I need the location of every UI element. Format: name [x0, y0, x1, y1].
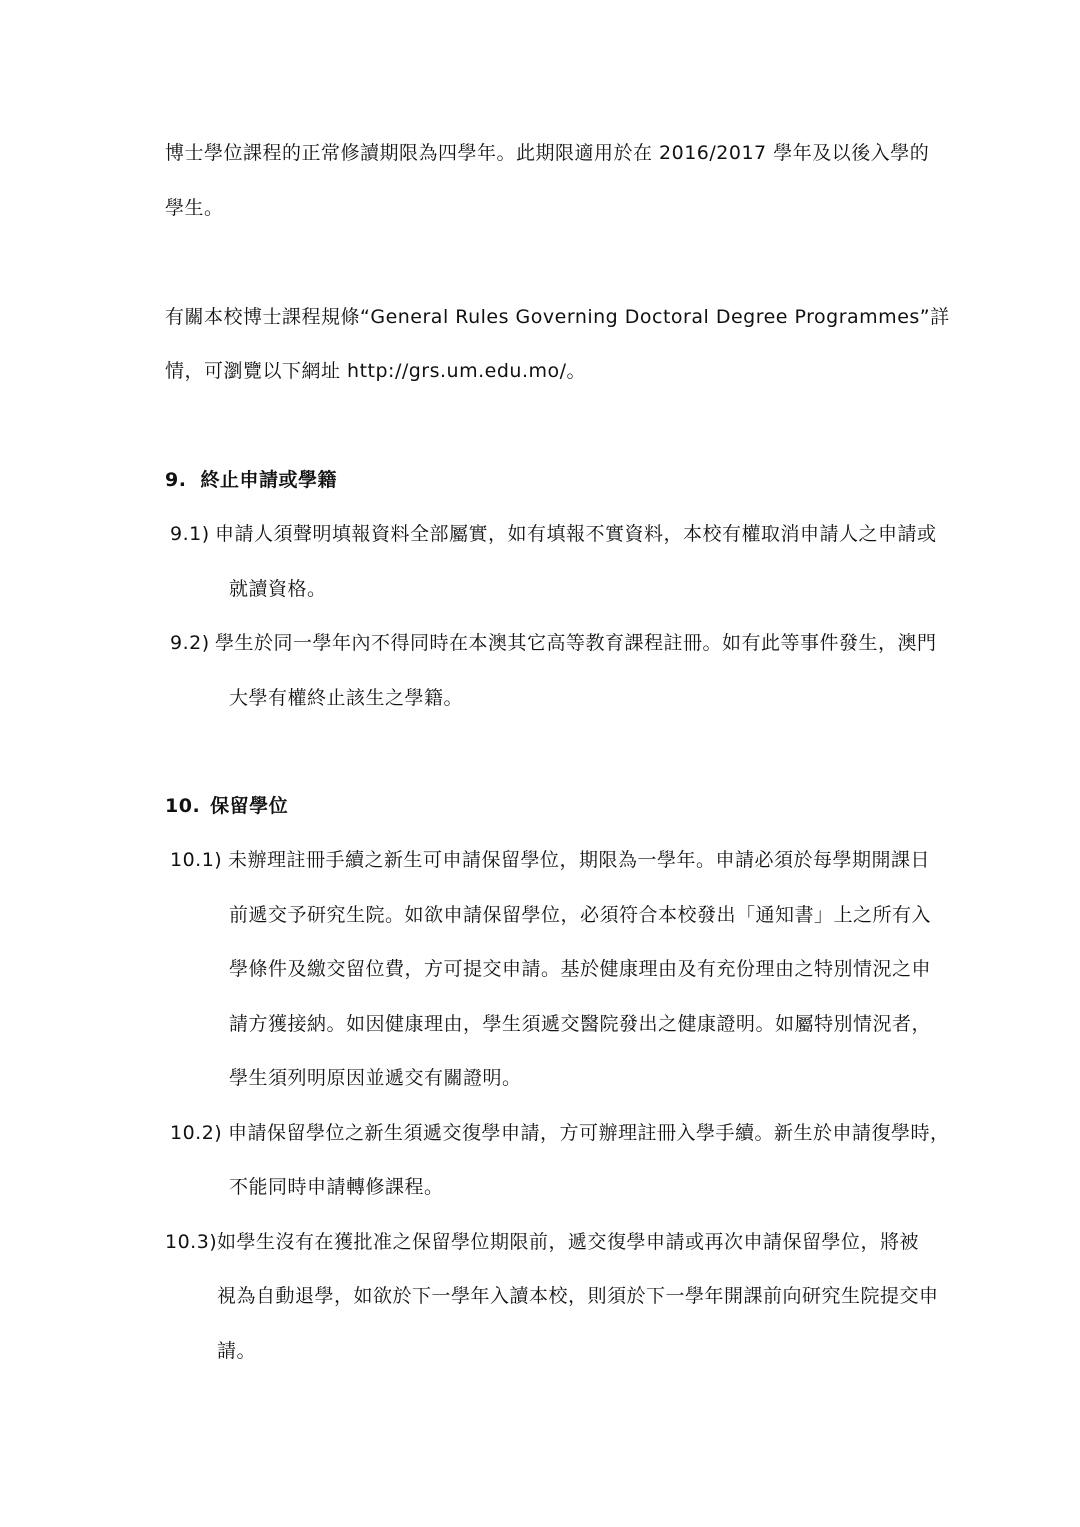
item-10-3-line-2: 視為自動退學，如欲於下一學年入讀本校，則須於下一學年開課前向研究生院提交申 [217, 1285, 939, 1307]
item-9-2-text-1: 學生於同一學年內不得同時在本澳其它高等教育課程註冊。如有此等事件發生，澳門 [215, 632, 937, 654]
item-9-2-number: 9.2) [170, 632, 210, 654]
intro-line-2: 學生。 [165, 197, 224, 219]
section-10-number: 10. [165, 795, 201, 817]
item-10-2-number: 10.2) [170, 1122, 223, 1144]
item-10-2-text-1: 申請保留學位之新生須遞交復學申請，方可辦理註冊入學手續。新生於申請復學時， [228, 1122, 950, 1144]
item-10-1-line-1 [170, 846, 930, 874]
section-9-title: 終止申請或學籍 [200, 469, 337, 491]
item-10-1-line-4: 請方獲接納。如因健康理由，學生須遞交醫院發出之健康證明。如屬特別情況者， [229, 1013, 932, 1035]
item-10-1-line-5: 學生須列明原因並遞交有關證明。 [229, 1067, 522, 1089]
item-10-1-line-2: 前遞交予研究生院。如欲申請保留學位，必須符合本校發出「通知書」上之所有入 [229, 904, 932, 926]
rules-note-line-2: 情，可瀏覽以下網址 http://grs.um.edu.mo/。 [165, 360, 587, 382]
item-9-2-line-2: 大學有權終止該生之學籍。 [229, 687, 464, 709]
section-10-title: 保留學位 [210, 795, 289, 817]
section-9-number: 9. [165, 469, 187, 491]
section-10-heading [165, 792, 288, 820]
item-9-2-line-1 [170, 629, 937, 657]
item-9-1-number: 9.1) [170, 523, 210, 545]
section-9-heading [165, 466, 337, 494]
rules-note-line-1: 有關本校博士課程規條“General Rules Governing Doctoral Degree Programmes”詳 [165, 306, 950, 328]
item-10-3-line-3: 請。 [217, 1340, 257, 1362]
item-10-1-text-1: 未辦理註冊手續之新生可申請保留學位，期限為一學年。申請必須於每學期開課日 [228, 849, 931, 871]
item-10-3-number: 10.3) [165, 1231, 218, 1253]
item-10-2-line-2: 不能同時申請轉修課程。 [229, 1176, 444, 1198]
item-10-3-line-1 [165, 1228, 919, 1256]
item-10-2-line-1 [170, 1119, 950, 1147]
item-10-1-line-3: 學條件及繳交留位費，方可提交申請。基於健康理由及有充份理由之特別情況之申 [229, 958, 932, 980]
intro-line-1: 博士學位課程的正常修讀期限為四學年。此期限適用於在 2016/2017 學年及以後入學的 [165, 142, 930, 164]
item-10-1-number: 10.1) [170, 849, 223, 871]
item-9-1-line-2: 就讀資格。 [229, 578, 327, 600]
item-9-1-line-1 [170, 520, 937, 548]
item-10-3-text-1: 如學生沒有在獲批准之保留學位期限前，遞交復學申請或再次申請保留學位，將被 [217, 1231, 920, 1253]
item-9-1-text-1: 申請人須聲明填報資料全部屬實，如有填報不實資料，本校有權取消申請人之申請或 [215, 523, 937, 545]
